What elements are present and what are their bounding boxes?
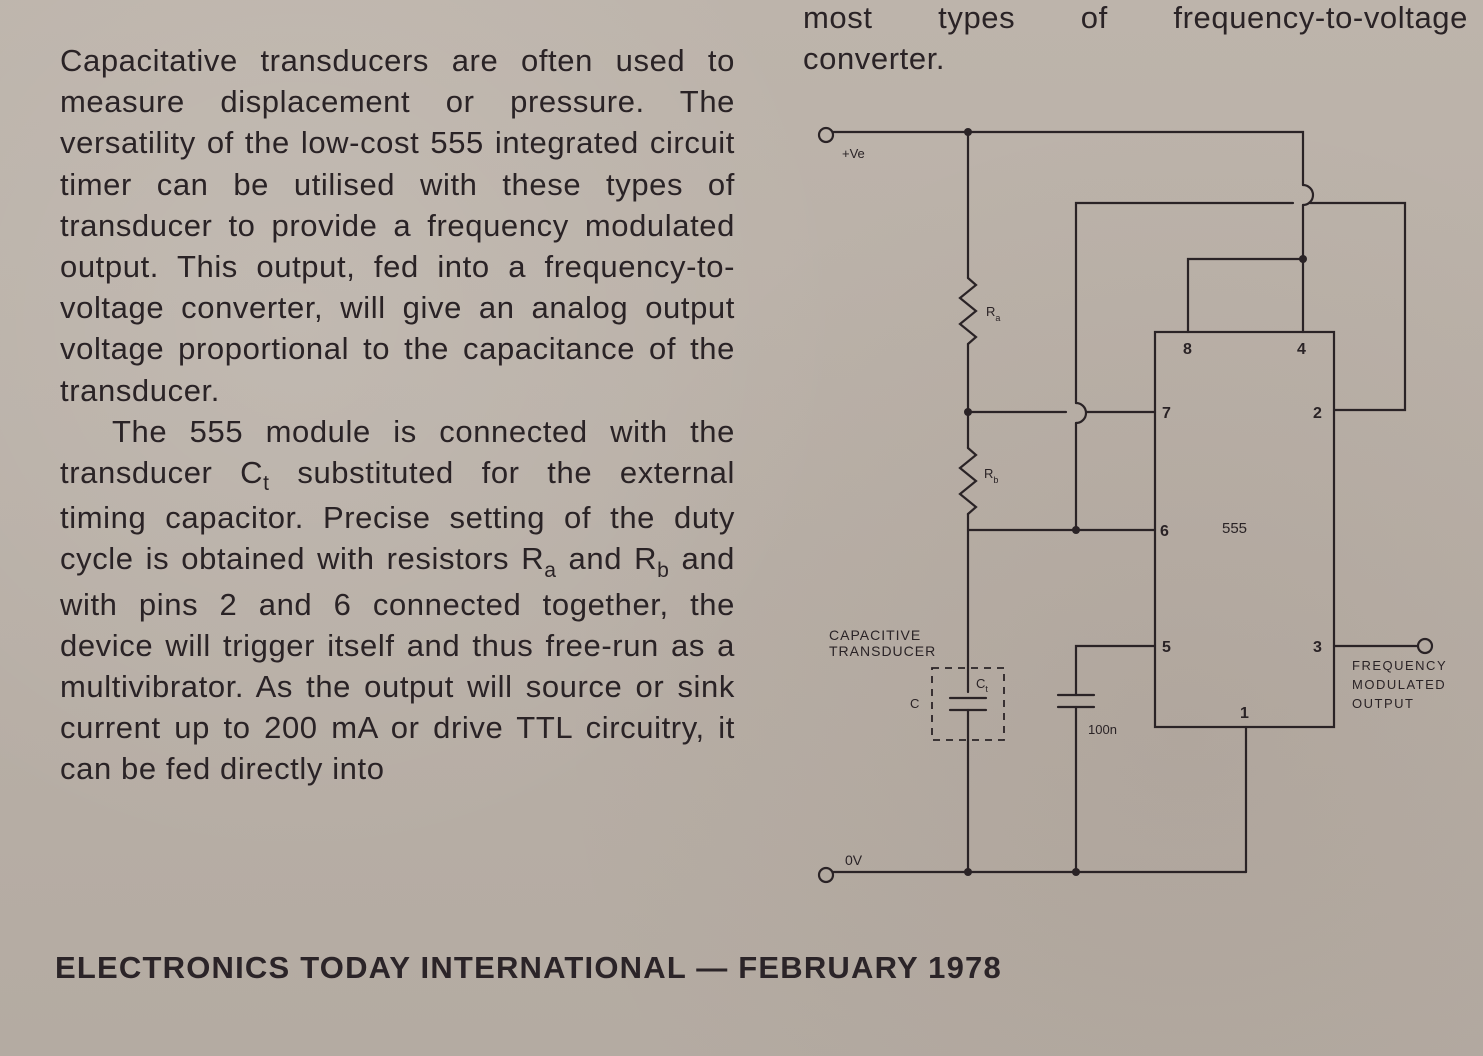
paragraph-1: Capacitative transducers are often used to measure displacement or pressure. The versatility of the low-cost 555 integrated circuit timer can be utilised with these types of transducer to provide a frequency modulated output. This output, fed into a frequency-to-voltage converter, will give an analog output voltage proportional to the capacitance of the transducer. xyxy=(60,43,735,408)
page-footer: ELECTRONICS TODAY INTERNATIONAL — FEBRUARY 1978 xyxy=(55,950,1002,985)
pin-3: 3 xyxy=(1313,639,1322,656)
transducer-ct-label xyxy=(976,676,988,694)
transducer-label-line1: CAPACITIVE xyxy=(829,627,922,643)
pin-7: 7 xyxy=(1162,405,1171,422)
supply-label: +Ve xyxy=(842,146,865,161)
p2-text-c: and R xyxy=(556,541,658,577)
p2-text-b: substituted for the external timing capacitor. Precise setting of the duty cycle is obtained with resistors R xyxy=(60,455,735,577)
word-frequency-to-voltage: frequency-to-voltage xyxy=(1173,0,1468,35)
supply-rail xyxy=(833,132,1303,185)
p2-sub-b: b xyxy=(657,558,670,582)
resistor-rb-label xyxy=(984,466,998,485)
p2-sub-a: a xyxy=(544,558,557,582)
pin-4: 4 xyxy=(1297,341,1306,358)
ct-main: C xyxy=(976,676,986,691)
p2-text-d: and with pins 2 and 6 connected together, the device will trigger itself and thus free-run as a multivibrator. As the output will source or sink current up to 200 mA or drive TTL circuitry, it can be fed directly into xyxy=(60,541,735,787)
junction-top xyxy=(964,128,972,136)
output-label-line2: MODULATED xyxy=(1352,677,1447,692)
resistor-ra-zigzag xyxy=(960,278,976,344)
output-label-line1: FREQUENCY xyxy=(1352,658,1448,673)
ground-label: 0V xyxy=(845,852,863,868)
junction-ground-100n xyxy=(1072,868,1080,876)
junction-pin6-left xyxy=(1072,526,1080,534)
ic-label: 555 xyxy=(1222,520,1248,537)
resistor-rb-zigzag xyxy=(960,448,976,514)
word-of: of xyxy=(1080,0,1108,35)
resistor-ra-label xyxy=(986,304,1000,323)
junction-pin7 xyxy=(964,408,972,416)
pin5-wire xyxy=(1076,646,1155,695)
pin-5: 5 xyxy=(1162,639,1171,656)
output-terminal xyxy=(1418,639,1432,653)
rb-sub: b xyxy=(993,475,999,485)
transducer-label-line2: TRANSDUCER xyxy=(829,643,937,659)
p2-sub-t: t xyxy=(263,472,270,496)
ra-sub: a xyxy=(995,313,1001,323)
ct-sub: t xyxy=(985,684,988,694)
junction-ground-c xyxy=(964,868,972,876)
word-most: most xyxy=(803,0,873,35)
output-label-line3: OUTPUT xyxy=(1352,696,1415,711)
cap-c-label: C xyxy=(910,696,920,711)
ground-terminal xyxy=(819,868,833,882)
right-line-2: converter. xyxy=(803,41,946,77)
pin-2: 2 xyxy=(1313,405,1322,422)
pin2-loop-top xyxy=(1076,203,1293,403)
ra-main: R xyxy=(986,304,996,319)
junction-pin8 xyxy=(1299,255,1307,263)
word-types: types xyxy=(938,0,1016,35)
pin8-wire xyxy=(1188,259,1303,332)
pin-8: 8 xyxy=(1183,341,1192,358)
supply-terminal xyxy=(819,128,833,142)
pin2-loop-right xyxy=(1310,203,1405,410)
rb-main: R xyxy=(984,466,994,481)
pin-1: 1 xyxy=(1240,705,1249,722)
pin-6: 6 xyxy=(1160,523,1169,540)
loop-hump-7 xyxy=(1076,403,1086,423)
cap-100n-label: 100n xyxy=(1088,722,1117,737)
p2-text-a: The 555 module is connected with the transducer C xyxy=(60,413,735,491)
